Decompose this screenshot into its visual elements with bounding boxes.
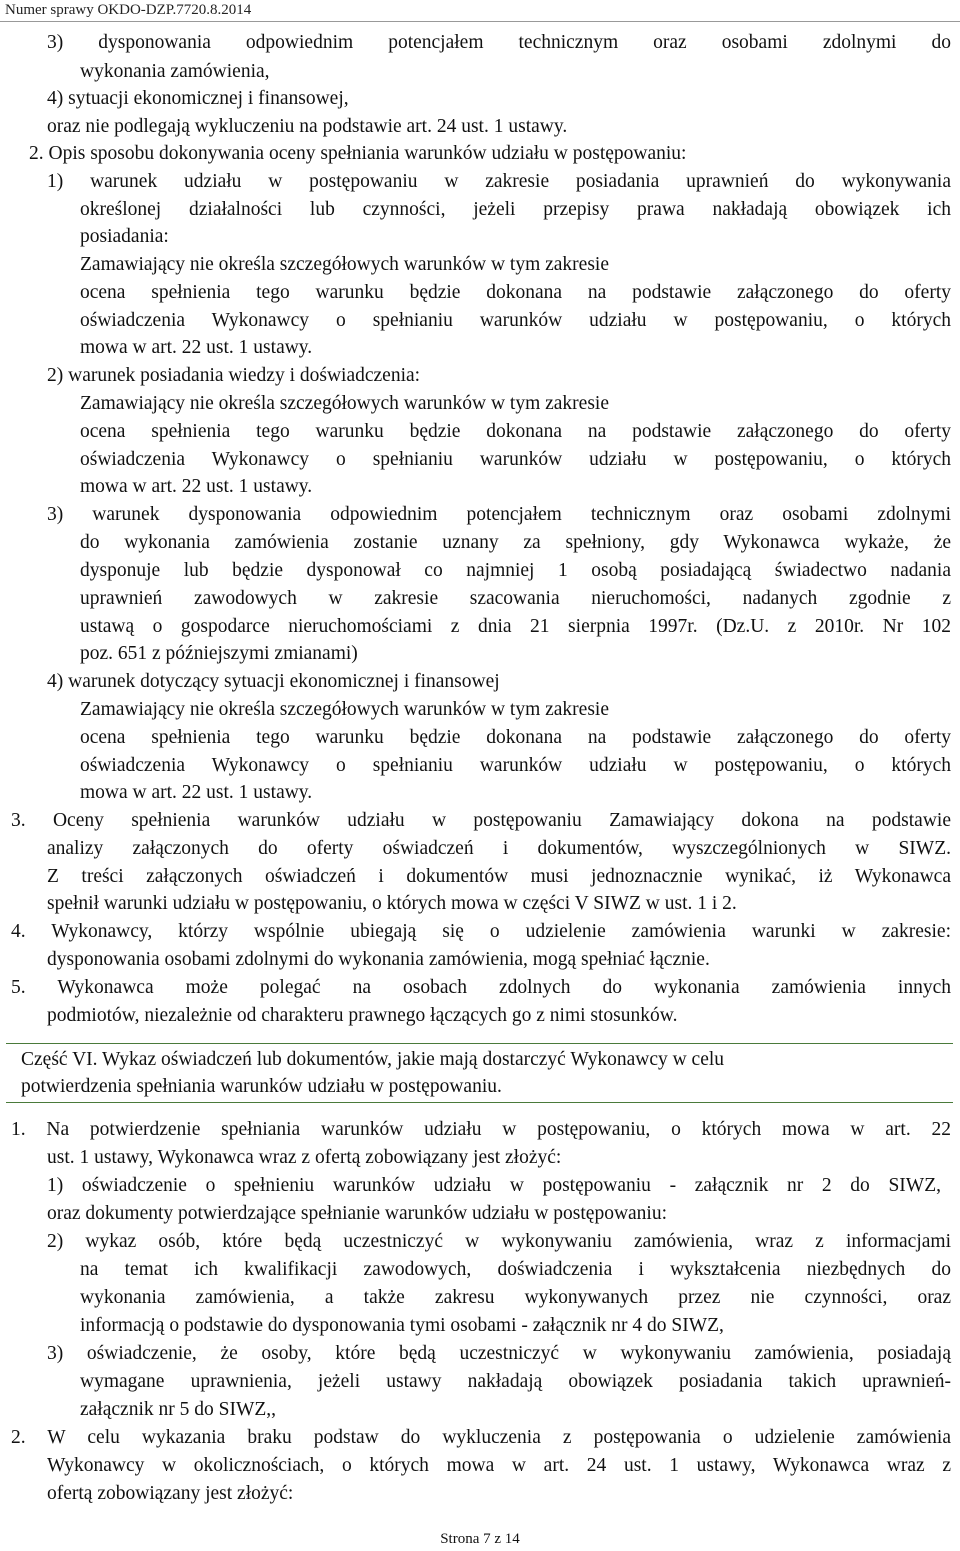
text-line: wykonania zamówienia,: [80, 61, 270, 82]
text-line: posiadania:: [80, 226, 169, 247]
text-line: 3) dysponowania odpowiednim potencjałem technicznym oraz osobami zdolnymi do: [47, 32, 951, 53]
text-line: 2. W celu wykazania braku podstaw do wykluczenia z postępowania o udzielenie zamówienia: [11, 1427, 951, 1448]
text-line: 4) warunek dotyczący sytuacji ekonomicznej i finansowej: [47, 671, 500, 692]
text-line: mowa w art. 22 ust. 1 ustawy.: [80, 476, 313, 497]
text-line: spełnił warunki udziału w postępowaniu, o których mowa w części V SIWZ w ust. 1 i 2.: [47, 893, 737, 914]
section-rule-bottom: [6, 1102, 953, 1103]
document-header-case-number: Numer sprawy OKDO-DZP.7720.8.2014: [5, 2, 252, 18]
text-line: oraz dokumenty potwierdzające spełnianie warunków udziału w postępowaniu:: [47, 1203, 668, 1224]
text-line: dysponowania osobami zdolnymi do wykonania zamówienia, mogą spełniać łącznie.: [47, 949, 710, 970]
text-line: ust. 1 ustawy, Wykonawca wraz z ofertą zobowiązany jest złożyć:: [47, 1147, 562, 1168]
text-line: 5. Wykonawca może polegać na osobach zdolnych do wykonania zamówienia innych: [11, 977, 951, 998]
text-line: poz. 651 z późniejszymi zmianami): [80, 643, 358, 664]
text-line: określonej działalności lub czynności, jeżeli przepisy prawa nakładają obowiązek ich: [80, 199, 951, 220]
text-line: mowa w art. 22 ust. 1 ustawy.: [80, 782, 313, 803]
text-line: dysponuje lub będzie dysponował co najmniej 1 osobą posiadającą świadectwo nadania: [80, 560, 951, 581]
text-line: 2) warunek posiadania wiedzy i doświadczenia:: [47, 365, 421, 386]
text-line: mowa w art. 22 ust. 1 ustawy.: [80, 337, 313, 358]
text-line: ocena spełnienia tego warunku będzie dokonana na podstawie załączonego do oferty: [80, 727, 951, 748]
text-line: ocena spełnienia tego warunku będzie dokonana na podstawie załączonego do oferty: [80, 421, 951, 442]
text-line: 3) warunek dysponowania odpowiednim potencjałem technicznym oraz osobami zdolnymi: [47, 504, 951, 525]
text-line: 1. Na potwierdzenie spełniania warunków udziału w postępowaniu, o których mowa w art. 22: [11, 1119, 951, 1140]
text-line: załącznik nr 5 do SIWZ,,: [80, 1399, 277, 1420]
text-line: 2. Opis sposobu dokonywania oceny spełniania warunków udziału w postępowaniu:: [29, 143, 687, 164]
text-line: oświadczenia Wykonawcy o spełnianiu warunków udziału w postępowaniu, o których: [80, 310, 951, 331]
text-line: podmiotów, niezależnie od charakteru prawnego łączących go z nimi stosunków.: [47, 1005, 678, 1026]
text-line: Z treści załączonych oświadczeń i dokumentów musi jednoznacznie wynikać, iż Wykonawca: [47, 866, 951, 887]
text-line: informacją o podstawie do dysponowania tymi osobami - załącznik nr 4 do SIWZ,: [80, 1315, 724, 1336]
text-line: uprawnień zawodowych w zakresie szacowania nieruchomości, nadanych zgodnie z: [80, 588, 951, 609]
text-line: 3) oświadczenie, że osoby, które będą uczestniczyć w wykonywaniu zamówienia, posiadają: [47, 1343, 951, 1364]
page-number: Strona 7 z 14: [440, 1531, 520, 1547]
text-line: na temat ich kwalifikacji zawodowych, doświadczenia i wykształcenia niezbędnych do: [80, 1259, 951, 1280]
text-line: do wykonania zamówienia zostanie uznany za spełniony, gdy Wykonawca wykaże, że: [80, 532, 951, 553]
text-line: ustawą o gospodarce nieruchomościami z dnia 21 sierpnia 1997r. (Dz.U. z 2010r. Nr 102: [80, 616, 951, 637]
section-rule-top: [6, 1043, 953, 1044]
text-line: analizy załączonych do oferty oświadczeń i dokumentów, wyszczególnionych w SIWZ.: [47, 838, 951, 859]
header-rule: [0, 21, 960, 22]
text-line: oświadczenia Wykonawcy o spełnianiu warunków udziału w postępowaniu, o których: [80, 449, 951, 470]
text-line: oraz nie podlegają wykluczeniu na podstawie art. 24 ust. 1 ustawy.: [47, 116, 568, 137]
text-line: 4) sytuacji ekonomicznej i finansowej,: [47, 88, 349, 109]
text-line: wykonania zamówienia, a także zakresu wykonywanych przez nie czynności, oraz: [80, 1287, 951, 1308]
text-line: Zamawiający nie określa szczegółowych warunków w tym zakresie: [80, 393, 609, 414]
text-line: 1) warunek udziału w postępowaniu w zakresie posiadania uprawnień do wykonywania: [47, 171, 951, 192]
text-line: 3. Oceny spełnienia warunków udziału w postępowaniu Zamawiający dokona na podstawie: [11, 810, 951, 831]
text-line: Wykonawcy w okolicznościach, o których mowa w art. 24 ust. 1 ustawy, Wykonawca wraz z: [47, 1455, 951, 1476]
text-line: Zamawiający nie określa szczegółowych warunków w tym zakresie: [80, 699, 609, 720]
text-line: ocena spełnienia tego warunku będzie dokonana na podstawie załączonego do oferty: [80, 282, 951, 303]
section-title-line: Część VI. Wykaz oświadczeń lub dokumentów, jakie mają dostarczyć Wykonawcy w celu: [21, 1049, 725, 1070]
text-line: Zamawiający nie określa szczegółowych warunków w tym zakresie: [80, 254, 609, 275]
section-title-line: potwierdzenia spełniania warunków udziału w postępowaniu.: [21, 1076, 502, 1097]
text-line: 4. Wykonawcy, którzy wspólnie ubiegają się o udzielenie zamówienia warunki w zakresie:: [11, 921, 951, 942]
text-line: wymagane uprawnienia, jeżeli ustawy nakładają obowiązek posiadania takich uprawnień-: [80, 1371, 951, 1392]
text-line: 2) wykaz osób, które będą uczestniczyć w wykonywaniu zamówienia, wraz z informacjami: [47, 1231, 951, 1252]
text-line: oświadczenia Wykonawcy o spełnianiu warunków udziału w postępowaniu, o których: [80, 755, 951, 776]
text-line: ofertą zobowiązany jest złożyć:: [47, 1483, 294, 1504]
text-line: 1) oświadczenie o spełnieniu warunków udziału w postępowaniu - załącznik nr 2 do SIWZ,: [47, 1175, 941, 1196]
